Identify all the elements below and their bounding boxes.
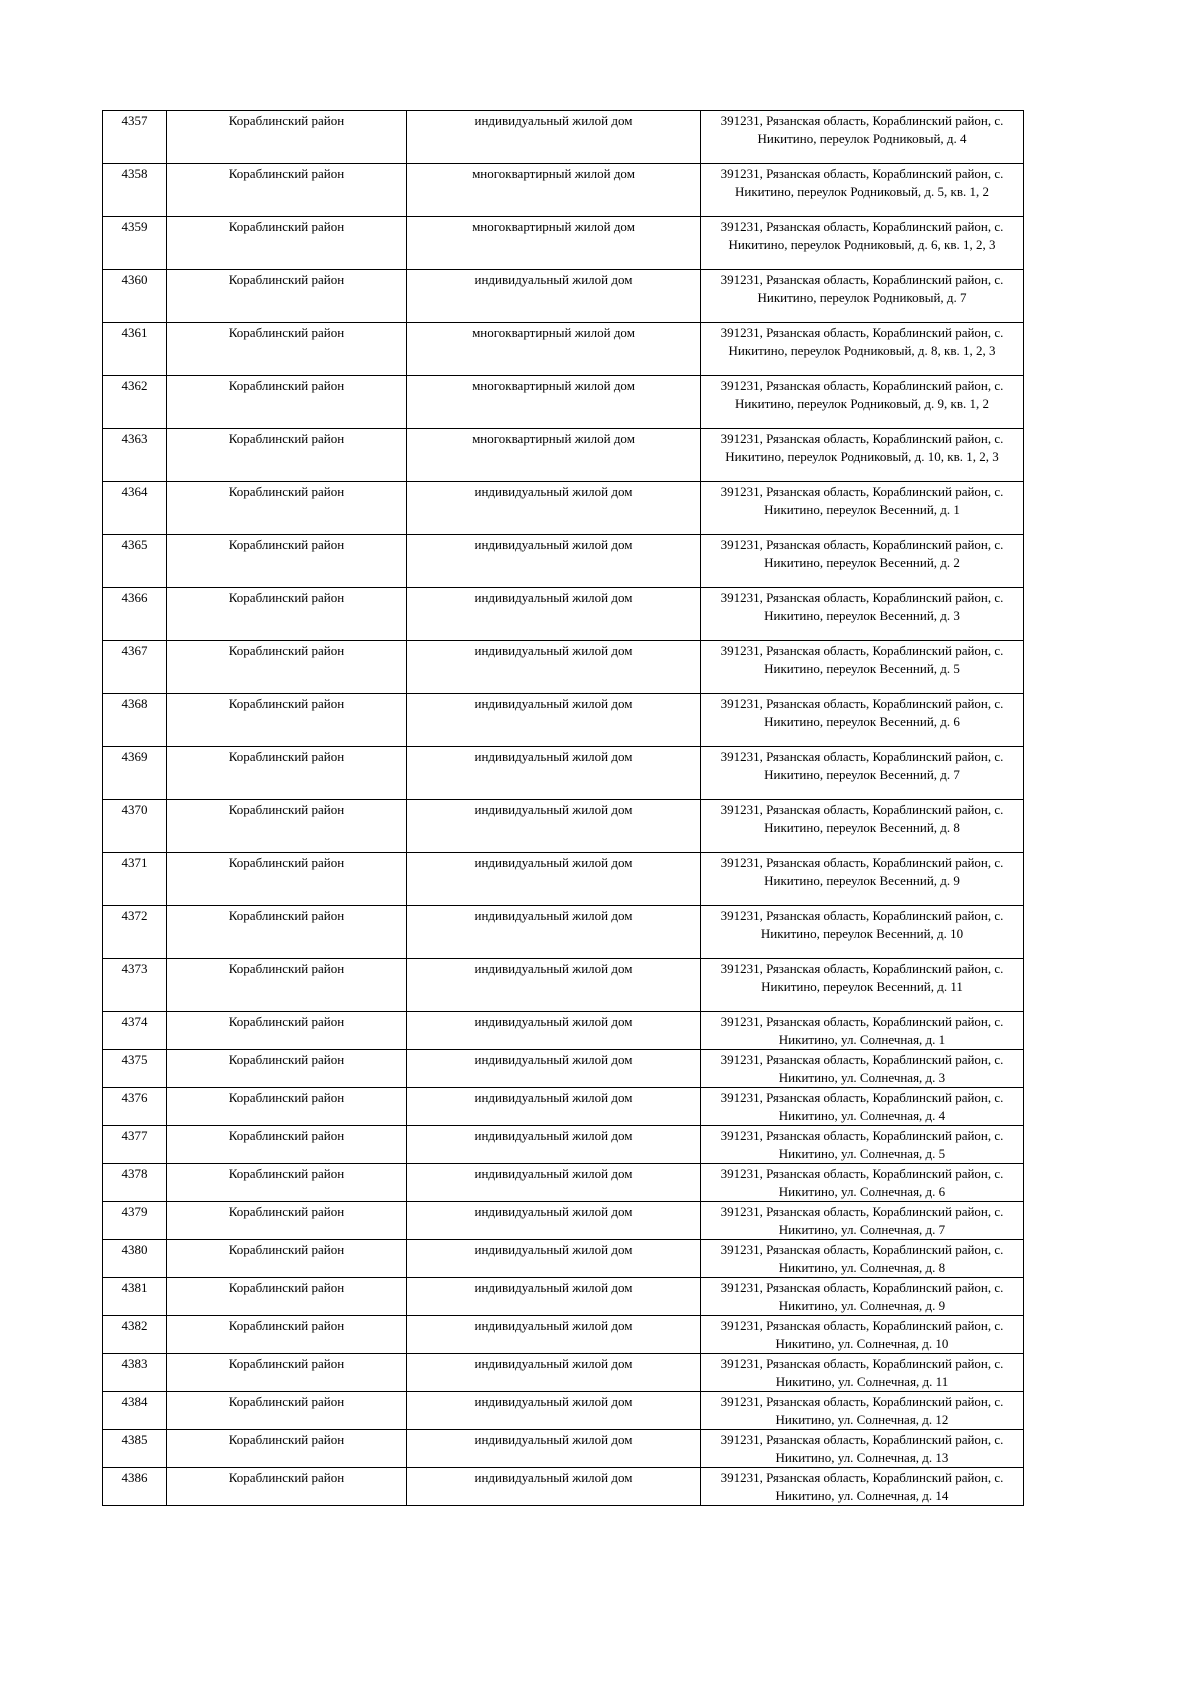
row-number: 4366 [103, 588, 167, 641]
row-number: 4358 [103, 164, 167, 217]
row-number: 4361 [103, 323, 167, 376]
district-cell: Кораблинский район [167, 1202, 407, 1240]
row-number: 4370 [103, 800, 167, 853]
address-cell: 391231, Рязанская область, Кораблинский район, с. Никитино, переулок Весенний, д. 3 [701, 588, 1024, 641]
address-cell: 391231, Рязанская область, Кораблинский район, с. Никитино, ул. Солнечная, д. 1 [701, 1012, 1024, 1050]
building-type-cell: индивидуальный жилой дом [407, 1164, 701, 1202]
row-number: 4382 [103, 1316, 167, 1354]
building-type-cell: индивидуальный жилой дом [407, 1468, 701, 1506]
building-type-cell: индивидуальный жилой дом [407, 906, 701, 959]
address-cell: 391231, Рязанская область, Кораблинский район, с. Никитино, переулок Весенний, д. 8 [701, 800, 1024, 853]
building-type-cell: многоквартирный жилой дом [407, 323, 701, 376]
table-row [103, 1202, 1024, 1240]
table-row [103, 1392, 1024, 1430]
address-cell: 391231, Рязанская область, Кораблинский район, с. Никитино, ул. Солнечная, д. 4 [701, 1088, 1024, 1126]
district-cell: Кораблинский район [167, 694, 407, 747]
building-type-cell: индивидуальный жилой дом [407, 641, 701, 694]
building-type-cell: индивидуальный жилой дом [407, 1278, 701, 1316]
table-row [103, 482, 1024, 535]
row-number: 4375 [103, 1050, 167, 1088]
building-type-cell: индивидуальный жилой дом [407, 1354, 701, 1392]
table-row [103, 800, 1024, 853]
table-row [103, 959, 1024, 1012]
building-type-cell: индивидуальный жилой дом [407, 482, 701, 535]
building-type-cell: индивидуальный жилой дом [407, 1012, 701, 1050]
table-row [103, 535, 1024, 588]
district-cell: Кораблинский район [167, 270, 407, 323]
district-cell: Кораблинский район [167, 906, 407, 959]
building-type-cell: индивидуальный жилой дом [407, 270, 701, 323]
address-cell: 391231, Рязанская область, Кораблинский район, с. Никитино, переулок Родниковый, д. 9, кв. 1, 2 [701, 376, 1024, 429]
address-cell: 391231, Рязанская область, Кораблинский район, с. Никитино, переулок Весенний, д. 5 [701, 641, 1024, 694]
row-number: 4359 [103, 217, 167, 270]
address-cell: 391231, Рязанская область, Кораблинский район, с. Никитино, ул. Солнечная, д. 14 [701, 1468, 1024, 1506]
address-cell: 391231, Рязанская область, Кораблинский район, с. Никитино, ул. Солнечная, д. 9 [701, 1278, 1024, 1316]
district-cell: Кораблинский район [167, 429, 407, 482]
district-cell: Кораблинский район [167, 588, 407, 641]
address-cell: 391231, Рязанская область, Кораблинский район, с. Никитино, переулок Родниковый, д. 5, кв. 1, 2 [701, 164, 1024, 217]
building-type-cell: индивидуальный жилой дом [407, 853, 701, 906]
table-row [103, 376, 1024, 429]
address-cell: 391231, Рязанская область, Кораблинский район, с. Никитино, переулок Родниковый, д. 4 [701, 111, 1024, 164]
district-cell: Кораблинский район [167, 800, 407, 853]
district-cell: Кораблинский район [167, 959, 407, 1012]
building-type-cell: индивидуальный жилой дом [407, 1392, 701, 1430]
address-cell: 391231, Рязанская область, Кораблинский район, с. Никитино, переулок Родниковый, д. 6, кв. 1, 2, 3 [701, 217, 1024, 270]
district-cell: Кораблинский район [167, 1240, 407, 1278]
table-row [103, 747, 1024, 800]
building-type-cell: многоквартирный жилой дом [407, 164, 701, 217]
row-number: 4368 [103, 694, 167, 747]
district-cell: Кораблинский район [167, 747, 407, 800]
row-number: 4363 [103, 429, 167, 482]
district-cell: Кораблинский район [167, 1088, 407, 1126]
district-cell: Кораблинский район [167, 482, 407, 535]
table-row [103, 111, 1024, 164]
table-body [103, 111, 1024, 1506]
address-cell: 391231, Рязанская область, Кораблинский район, с. Никитино, ул. Солнечная, д. 13 [701, 1430, 1024, 1468]
address-cell: 391231, Рязанская область, Кораблинский район, с. Никитино, переулок Родниковый, д. 8, кв. 1, 2, 3 [701, 323, 1024, 376]
table-row [103, 1240, 1024, 1278]
table-row [103, 1164, 1024, 1202]
district-cell: Кораблинский район [167, 217, 407, 270]
row-number: 4380 [103, 1240, 167, 1278]
district-cell: Кораблинский район [167, 1316, 407, 1354]
address-cell: 391231, Рязанская область, Кораблинский район, с. Никитино, ул. Солнечная, д. 11 [701, 1354, 1024, 1392]
table-row [103, 323, 1024, 376]
row-number: 4381 [103, 1278, 167, 1316]
row-number: 4357 [103, 111, 167, 164]
district-cell: Кораблинский район [167, 853, 407, 906]
row-number: 4367 [103, 641, 167, 694]
table-row [103, 853, 1024, 906]
building-type-cell: индивидуальный жилой дом [407, 959, 701, 1012]
row-number: 4377 [103, 1126, 167, 1164]
address-cell: 391231, Рязанская область, Кораблинский район, с. Никитино, переулок Весенний, д. 9 [701, 853, 1024, 906]
row-number: 4384 [103, 1392, 167, 1430]
address-cell: 391231, Рязанская область, Кораблинский район, с. Никитино, переулок Весенний, д. 11 [701, 959, 1024, 1012]
district-cell: Кораблинский район [167, 535, 407, 588]
table-row [103, 1126, 1024, 1164]
address-cell: 391231, Рязанская область, Кораблинский район, с. Никитино, ул. Солнечная, д. 3 [701, 1050, 1024, 1088]
housing-registry-table [102, 110, 1024, 1506]
row-number: 4385 [103, 1430, 167, 1468]
district-cell: Кораблинский район [167, 1012, 407, 1050]
address-cell: 391231, Рязанская область, Кораблинский район, с. Никитино, переулок Весенний, д. 6 [701, 694, 1024, 747]
table-row [103, 641, 1024, 694]
district-cell: Кораблинский район [167, 376, 407, 429]
row-number: 4373 [103, 959, 167, 1012]
address-cell: 391231, Рязанская область, Кораблинский район, с. Никитино, переулок Весенний, д. 10 [701, 906, 1024, 959]
table-row [103, 1278, 1024, 1316]
address-cell: 391231, Рязанская область, Кораблинский район, с. Никитино, ул. Солнечная, д. 10 [701, 1316, 1024, 1354]
building-type-cell: индивидуальный жилой дом [407, 111, 701, 164]
table-row [103, 1088, 1024, 1126]
building-type-cell: индивидуальный жилой дом [407, 1202, 701, 1240]
row-number: 4378 [103, 1164, 167, 1202]
district-cell: Кораблинский район [167, 641, 407, 694]
row-number: 4360 [103, 270, 167, 323]
district-cell: Кораблинский район [167, 164, 407, 217]
district-cell: Кораблинский район [167, 323, 407, 376]
building-type-cell: индивидуальный жилой дом [407, 1050, 701, 1088]
row-number: 4374 [103, 1012, 167, 1050]
building-type-cell: индивидуальный жилой дом [407, 1088, 701, 1126]
table-row [103, 164, 1024, 217]
address-cell: 391231, Рязанская область, Кораблинский район, с. Никитино, ул. Солнечная, д. 5 [701, 1126, 1024, 1164]
row-number: 4371 [103, 853, 167, 906]
address-cell: 391231, Рязанская область, Кораблинский район, с. Никитино, ул. Солнечная, д. 8 [701, 1240, 1024, 1278]
table-row [103, 429, 1024, 482]
building-type-cell: индивидуальный жилой дом [407, 588, 701, 641]
district-cell: Кораблинский район [167, 1278, 407, 1316]
building-type-cell: индивидуальный жилой дом [407, 1240, 701, 1278]
row-number: 4383 [103, 1354, 167, 1392]
address-cell: 391231, Рязанская область, Кораблинский район, с. Никитино, ул. Солнечная, д. 7 [701, 1202, 1024, 1240]
row-number: 4376 [103, 1088, 167, 1126]
address-cell: 391231, Рязанская область, Кораблинский район, с. Никитино, ул. Солнечная, д. 12 [701, 1392, 1024, 1430]
table-row [103, 1050, 1024, 1088]
row-number: 4386 [103, 1468, 167, 1506]
table-row [103, 1468, 1024, 1506]
building-type-cell: индивидуальный жилой дом [407, 1430, 701, 1468]
building-type-cell: индивидуальный жилой дом [407, 1126, 701, 1164]
building-type-cell: индивидуальный жилой дом [407, 747, 701, 800]
district-cell: Кораблинский район [167, 1126, 407, 1164]
district-cell: Кораблинский район [167, 1468, 407, 1506]
building-type-cell: индивидуальный жилой дом [407, 800, 701, 853]
building-type-cell: многоквартирный жилой дом [407, 429, 701, 482]
row-number: 4362 [103, 376, 167, 429]
address-cell: 391231, Рязанская область, Кораблинский район, с. Никитино, переулок Родниковый, д. 7 [701, 270, 1024, 323]
building-type-cell: индивидуальный жилой дом [407, 1316, 701, 1354]
table-row [103, 217, 1024, 270]
district-cell: Кораблинский район [167, 1050, 407, 1088]
row-number: 4365 [103, 535, 167, 588]
building-type-cell: многоквартирный жилой дом [407, 376, 701, 429]
row-number: 4364 [103, 482, 167, 535]
table-row [103, 1430, 1024, 1468]
address-cell: 391231, Рязанская область, Кораблинский район, с. Никитино, переулок Весенний, д. 1 [701, 482, 1024, 535]
building-type-cell: индивидуальный жилой дом [407, 694, 701, 747]
table-row [103, 694, 1024, 747]
row-number: 4369 [103, 747, 167, 800]
district-cell: Кораблинский район [167, 1354, 407, 1392]
table-row [103, 1012, 1024, 1050]
row-number: 4372 [103, 906, 167, 959]
row-number: 4379 [103, 1202, 167, 1240]
district-cell: Кораблинский район [167, 111, 407, 164]
address-cell: 391231, Рязанская область, Кораблинский район, с. Никитино, ул. Солнечная, д. 6 [701, 1164, 1024, 1202]
table-row [103, 588, 1024, 641]
building-type-cell: многоквартирный жилой дом [407, 217, 701, 270]
address-cell: 391231, Рязанская область, Кораблинский район, с. Никитино, переулок Родниковый, д. 10, кв. 1, 2, 3 [701, 429, 1024, 482]
address-cell: 391231, Рязанская область, Кораблинский район, с. Никитино, переулок Весенний, д. 7 [701, 747, 1024, 800]
table-row [103, 270, 1024, 323]
district-cell: Кораблинский район [167, 1430, 407, 1468]
table-row [103, 906, 1024, 959]
table-row [103, 1354, 1024, 1392]
table-row [103, 1316, 1024, 1354]
address-cell: 391231, Рязанская область, Кораблинский район, с. Никитино, переулок Весенний, д. 2 [701, 535, 1024, 588]
building-type-cell: индивидуальный жилой дом [407, 535, 701, 588]
district-cell: Кораблинский район [167, 1164, 407, 1202]
district-cell: Кораблинский район [167, 1392, 407, 1430]
